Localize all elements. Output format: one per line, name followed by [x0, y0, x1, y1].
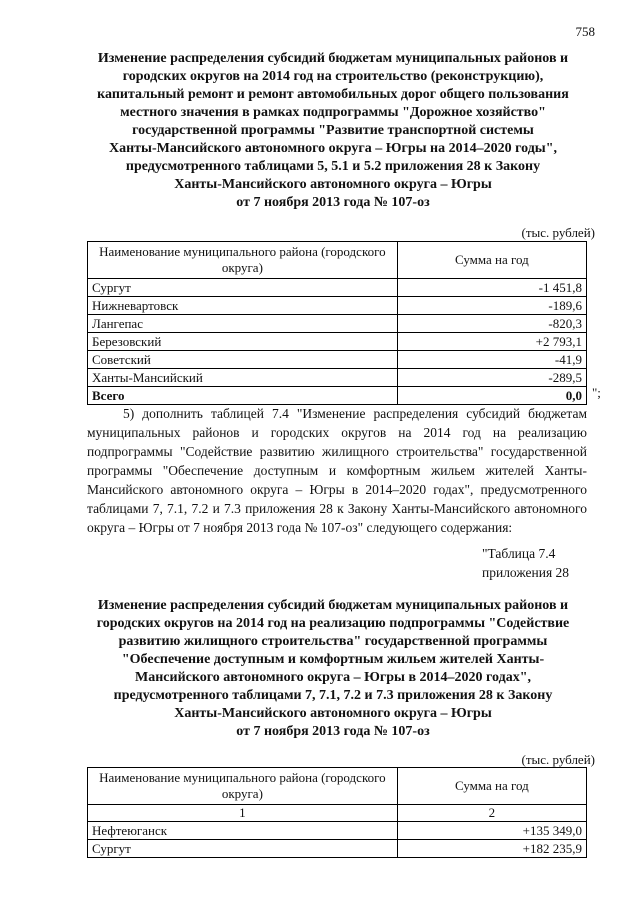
subsidy-table-roads: [87, 241, 587, 405]
page-number: 758: [575, 24, 595, 39]
amount-cell: +135 349,0: [397, 822, 586, 840]
municipality-cell: Сургут: [88, 279, 398, 297]
table-row: [88, 315, 587, 333]
heading-line: городских округов на 2014 год на строительство (реконструкцию),: [122, 69, 544, 84]
municipality-cell: Советский: [88, 351, 398, 369]
column-index-cell: 1: [88, 805, 398, 822]
units-label: (тыс. рублей): [521, 752, 595, 767]
amount-cell: -289,5: [397, 369, 586, 387]
heading-line: развитию жилищного строительства" государственной программы: [118, 634, 548, 649]
table-caption-line: приложения 28: [482, 565, 570, 580]
table-header-row: [88, 768, 587, 805]
amount-cell: -820,3: [397, 315, 586, 333]
heading-line: предусмотренного таблицами 5, 5.1 и 5.2 приложения 28 к Закону: [125, 159, 541, 174]
total-amount: 0,0: [397, 387, 586, 405]
municipality-cell: Сургут: [88, 840, 398, 858]
heading-line: от 7 ноября 2013 года № 107-оз: [236, 724, 430, 739]
municipality-cell: Лангепас: [88, 315, 398, 333]
table-row: [88, 822, 587, 840]
table-header-row: [88, 242, 587, 279]
table-caption-line: "Таблица 7.4: [482, 546, 556, 561]
amount-cell: +182 235,9: [397, 840, 586, 858]
heading-line: от 7 ноября 2013 года № 107-оз: [236, 195, 430, 210]
heading-line: капитальный ремонт и ремонт автомобильных дорог общего пользования: [97, 87, 569, 102]
section2-heading: [80, 597, 586, 741]
table-row: [88, 297, 587, 315]
municipality-cell: Нижневартовск: [88, 297, 398, 315]
subsidy-table-housing: [87, 767, 587, 858]
amount-cell: -189,6: [397, 297, 586, 315]
section1-heading: [80, 50, 586, 212]
table-row: [88, 333, 587, 351]
table-row: [88, 840, 587, 858]
column-header-amount: Сумма на год: [397, 242, 586, 279]
amendment-paragraph: [87, 404, 587, 537]
total-label: Всего: [88, 387, 398, 405]
amount-cell: +2 793,1: [397, 333, 586, 351]
heading-line: Изменение распределения субсидий бюджетам муниципальных районов и: [97, 51, 569, 66]
municipality-cell: Ханты-Мансийский: [88, 369, 398, 387]
heading-line: местного значения в рамках подпрограммы "Дорожное хозяйство": [120, 105, 546, 120]
heading-line: Изменение распределения субсидий бюджетам муниципальных районов и: [97, 598, 569, 613]
column-header-municipality: Наименование муниципального района (городского округа): [88, 242, 398, 279]
table-row: [88, 279, 587, 297]
municipality-cell: Нефтеюганск: [88, 822, 398, 840]
heading-line: государственной программы "Развитие транспортной системы: [132, 123, 534, 138]
column-index-row: [88, 805, 587, 822]
heading-line: Мансийского автономного округа – Югры в 2014–2020 годах",: [135, 670, 531, 685]
column-header-amount: Сумма на год: [397, 768, 586, 805]
heading-line: предусмотренного таблицами 7, 7.1, 7.2 и 7.3 приложения 28 к Закону: [113, 688, 553, 703]
heading-line: Ханты-Мансийского автономного округа – Югры: [174, 706, 492, 721]
units-label: (тыс. рублей): [521, 225, 595, 240]
heading-line: Ханты-Мансийского автономного округа – Югры: [174, 177, 492, 192]
heading-line: Ханты-Мансийского автономного округа – Югры на 2014–2020 годы",: [108, 141, 557, 156]
paragraph-text: 5) дополнить таблицей 7.4 "Изменение распределения субсидий бюджетам муниципальных районов и городских округов на 2014 год на реализацию подпрограммы "Содействие развитию жилищного строительства" государственной программы "Обеспечение доступным и комфортным жильем жителей Ханты-Мансийского автономного округа – Югры в 2014–2020 годах", предусмотренного таблицами 7, 7.1, 7.2 и 7.3 приложения 28 к Закону Ханты-Мансийского автономного округа – Югры от 7 ноября 2013 года № 107-оз" следующего содержания:: [87, 406, 587, 535]
amount-cell: -41,9: [397, 351, 586, 369]
heading-line: городских округов на 2014 год на реализацию подпрограммы "Содействие: [96, 616, 570, 631]
amount-cell: -1 451,8: [397, 279, 586, 297]
column-index-cell: 2: [397, 805, 586, 822]
table-row: [88, 369, 587, 387]
heading-line: "Обеспечение доступным и комфортным жильем жителей Ханты-: [121, 652, 545, 667]
closing-quote: ";: [592, 385, 601, 400]
table-total-row: [88, 387, 587, 405]
municipality-cell: Березовский: [88, 333, 398, 351]
table-row: [88, 351, 587, 369]
column-header-municipality: Наименование муниципального района (городского округа): [88, 768, 398, 805]
